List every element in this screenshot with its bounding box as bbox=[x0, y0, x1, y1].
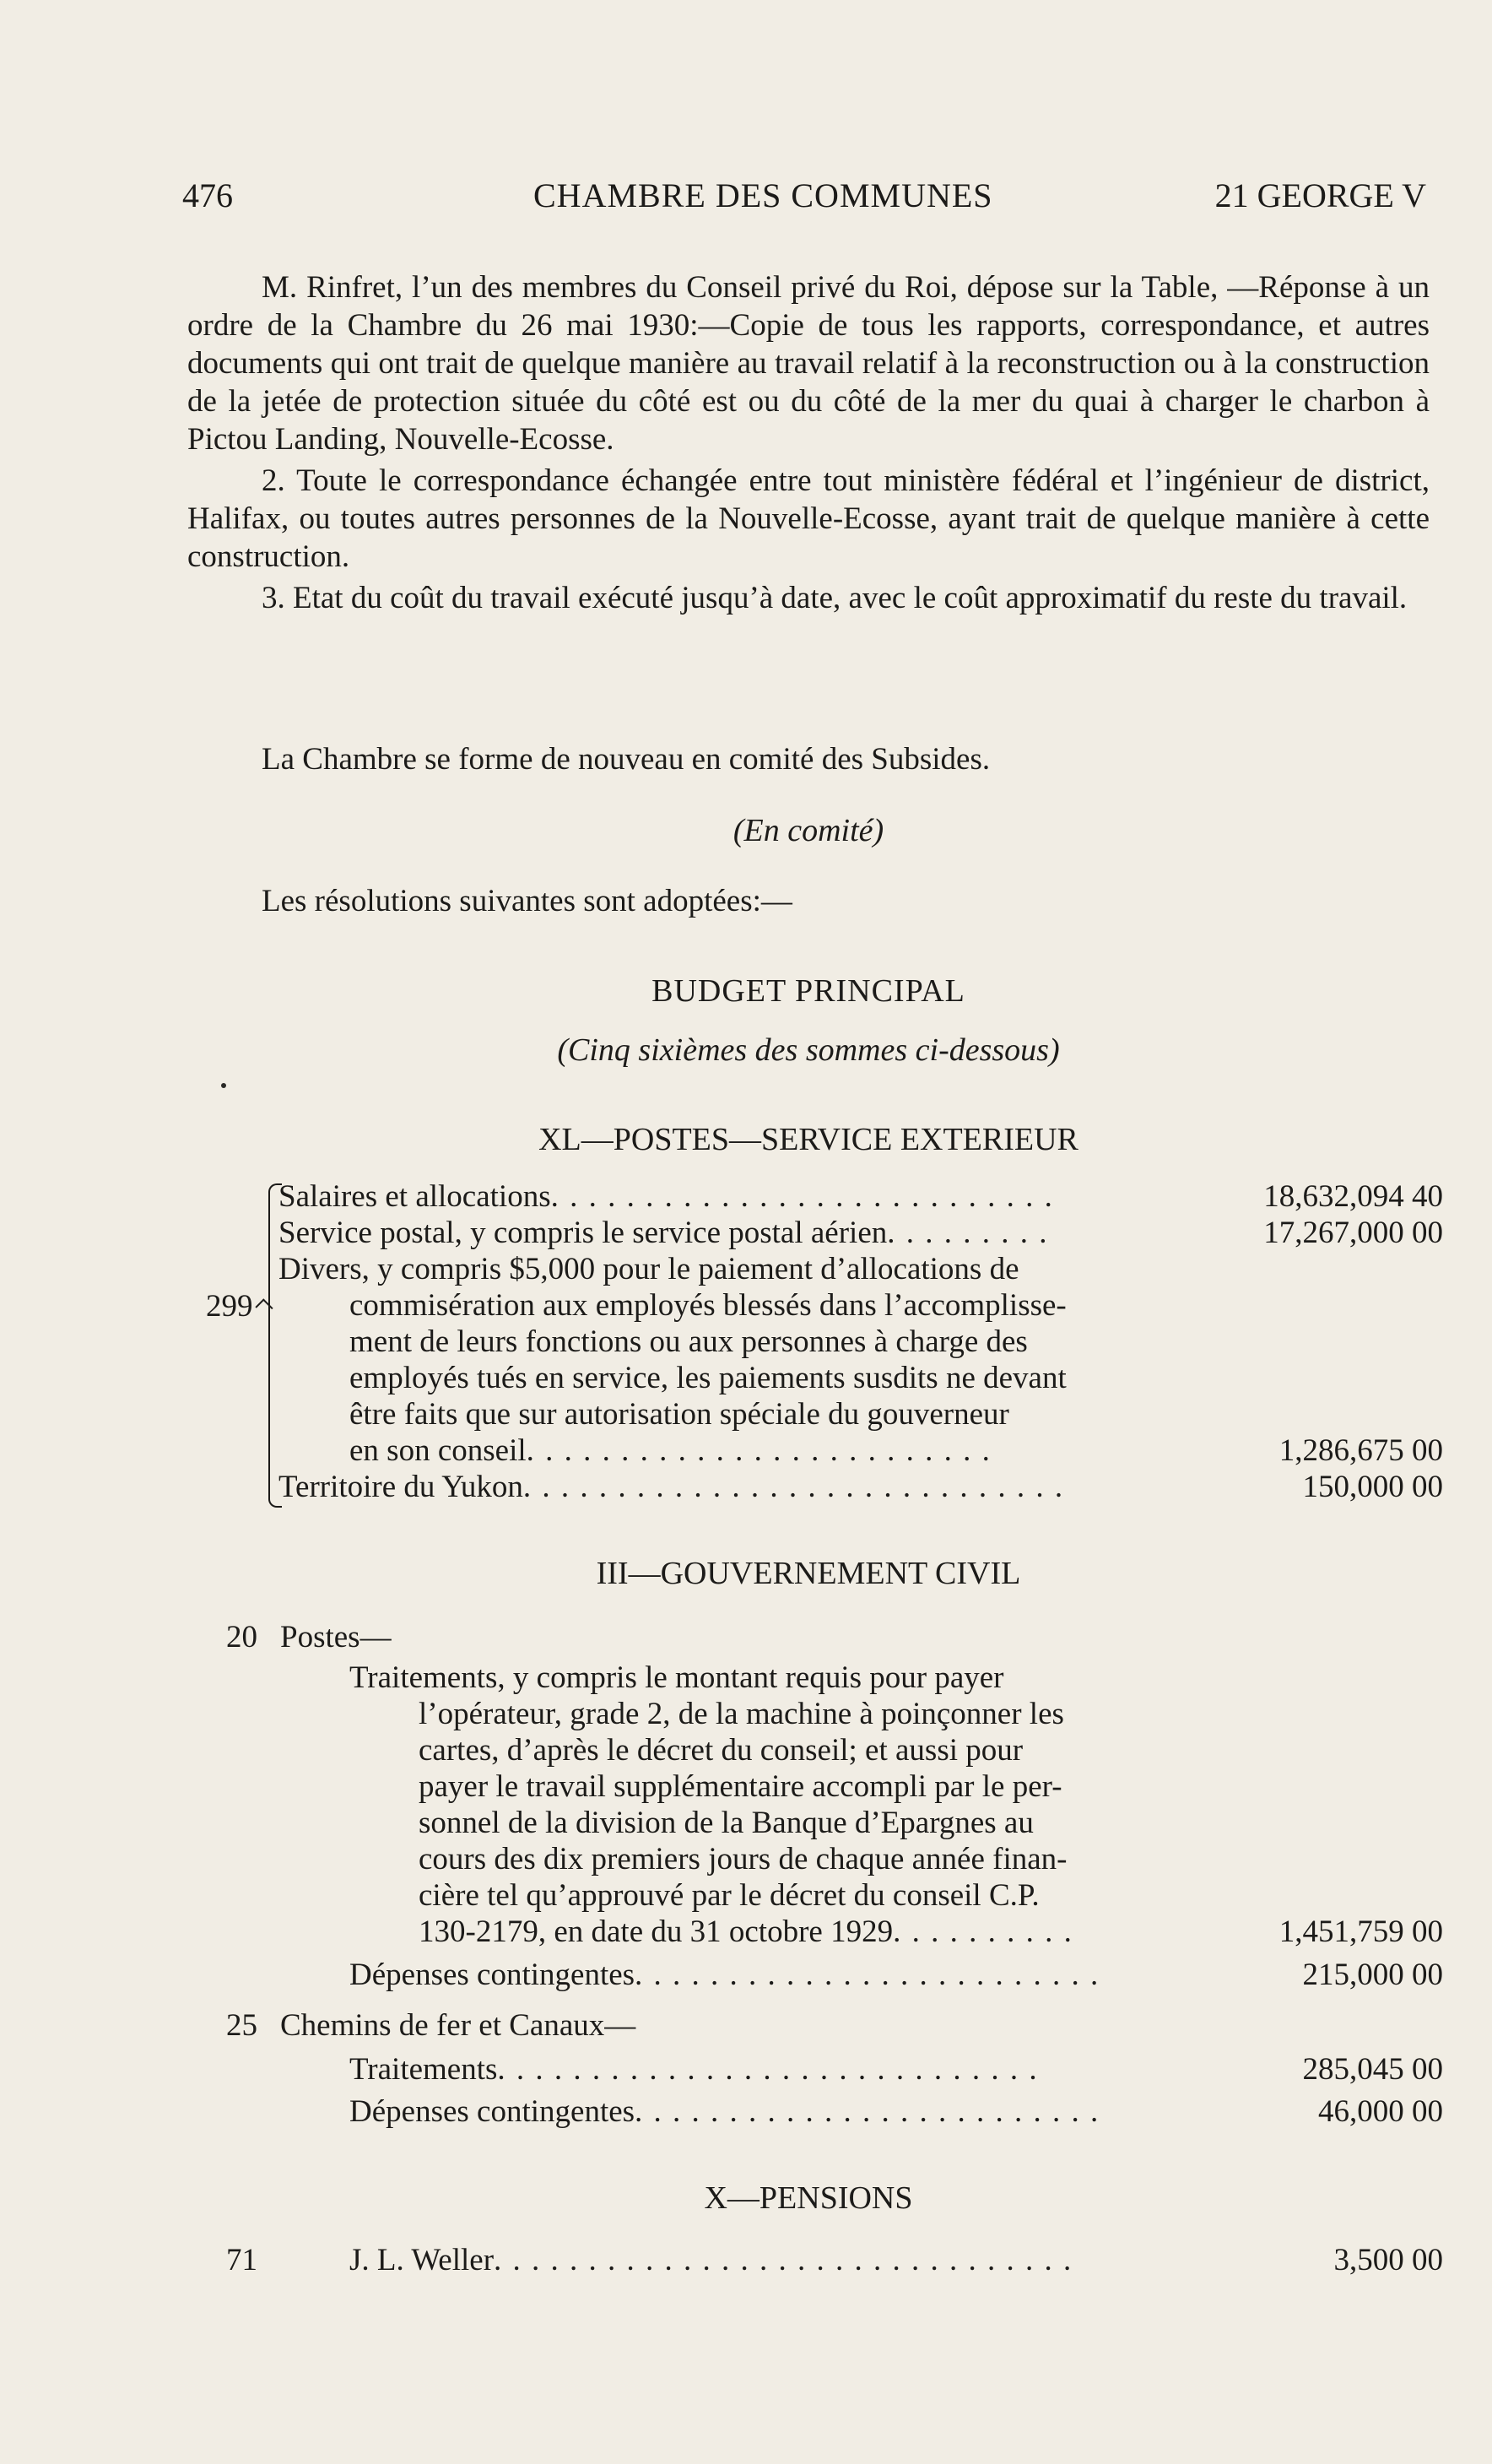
item-amount: 46,000 00 bbox=[1318, 2094, 1443, 2129]
vote-number-20: 20 bbox=[226, 1620, 257, 1654]
traitements-line: l’opérateur, grade 2, de la machine à poinçonner les bbox=[419, 1697, 1064, 1731]
item-label: Dépenses contingentes bbox=[349, 1958, 635, 1992]
committee-intro: La Chambre se forme de nouveau en comité des Subsides. bbox=[262, 742, 991, 777]
leader-dots: . . . . . . . . . . . . . . . . . . . . . . . . . bbox=[526, 1433, 992, 1468]
section-xl-title: XL—POSTES—SERVICE EXTERIEUR bbox=[538, 1122, 1078, 1157]
resolutions-adopted: Les résolutions suivantes sont adoptées:— bbox=[262, 884, 792, 918]
item-amount: 1,286,675 00 bbox=[1278, 1433, 1443, 1468]
postes-depenses bbox=[349, 1957, 1100, 1993]
traitements-last bbox=[419, 1914, 1073, 1950]
item-amount: 285,045 00 bbox=[1302, 2052, 1443, 2087]
section-iii-title: III—GOUVERNEMENT CIVIL bbox=[596, 1556, 1021, 1591]
budget-subtitle: (Cinq sixièmes des sommes ci-dessous) bbox=[557, 1032, 1060, 1068]
leader-dots: . . . . . . . . . . . . . . . . . . . . . . . . . bbox=[635, 1958, 1100, 1992]
item-divers-line: être faits que sur autorisation spéciale du gouverneur bbox=[349, 1397, 1009, 1432]
item-amount: 17,267,000 00 bbox=[1263, 1216, 1443, 1250]
page-header-regnal: 21 GEORGE V bbox=[1214, 176, 1426, 214]
item-amount: 150,000 00 bbox=[1302, 1470, 1443, 1504]
item-label: 130-2179, en date du 31 octobre 1929 bbox=[419, 1914, 894, 1949]
order-text bbox=[187, 268, 1430, 617]
item-service-postal bbox=[278, 1215, 1049, 1251]
item-amount: 1,451,759 00 bbox=[1278, 1914, 1443, 1949]
traitements-line: cartes, d’après le décret du conseil; et aussi pour bbox=[419, 1733, 1024, 1768]
vote-number-25: 25 bbox=[226, 2008, 257, 2043]
item-salaires bbox=[278, 1178, 1054, 1215]
item-amount: 3,500 00 bbox=[1333, 2243, 1443, 2277]
vote-number-71: 71 bbox=[226, 2243, 257, 2277]
paragraph-2: 2. Toute le correspondance échangée entre tout ministère fédéral et l’ingénieur de district, Halifax, ou toutes autres personnes de la Nouvelle-Ecosse, ayant trait de quelque manière à cette construction. bbox=[187, 463, 1430, 574]
section-x-title: X—PENSIONS bbox=[704, 2180, 913, 2216]
traitements-line: Traitements, y compris le montant requis pour payer bbox=[349, 1660, 1004, 1695]
item-label: Territoire du Yukon bbox=[278, 1470, 523, 1504]
item-divers-line: employés tués en service, les paiements susdits ne devant bbox=[349, 1361, 1067, 1395]
budget-title: BUDGET PRINCIPAL bbox=[651, 973, 965, 1009]
chemins-label: Chemins de fer et Canaux— bbox=[280, 2008, 636, 2043]
item-divers-last bbox=[349, 1432, 992, 1469]
postes-label: Postes— bbox=[280, 1620, 392, 1654]
leader-dots: . . . . . . . . . . . . . . . . . . . . . . . . . bbox=[635, 2094, 1100, 2129]
chemins-traitements bbox=[349, 2051, 1039, 2088]
item-label: Traitements bbox=[349, 2052, 498, 2087]
leader-dots: . . . . . . . . . . . . . . . . . . . . . . . . . . . . . . . bbox=[494, 2243, 1073, 2277]
item-yukon bbox=[278, 1469, 1064, 1505]
leader-dots: . . . . . . . . . . . . . . . . . . . . . . . . . . . . . bbox=[497, 2052, 1039, 2087]
leader-dots: . . . . . . . . . . . . . . . . . . . . . . . . . . . bbox=[550, 1179, 1054, 1214]
item-divers-line: commisération aux employés blessés dans l’accomplisse- bbox=[349, 1288, 1067, 1323]
vote-number-299: 299 bbox=[206, 1289, 253, 1324]
paragraph-1: M. Rinfret, l’un des membres du Conseil privé du Roi, dépose sur la Table, —Réponse à un ordre de la Chambre du 26 mai 1930:—Copie de tous les rapports, correspondance, et autres documents qui ont trait de quelque manière au travail relatif à la reconstruction ou à la construction de la jetée de protection située du côté est ou du côté de la mer du quai à charger le charbon à Pictou Landing, Nouvelle-Ecosse. bbox=[187, 270, 1430, 457]
leader-dots: . . . . . . . . . . . . . . . . . . . . . . . . . . . . . bbox=[522, 1470, 1065, 1504]
leader-dots: . . . . . . . . . bbox=[887, 1216, 1049, 1250]
page-header-title: CHAMBRE DES COMMUNES bbox=[533, 176, 993, 214]
traitements-line: sonnel de la division de la Banque d’Epargnes au bbox=[419, 1806, 1034, 1840]
traitements-line: cours des dix premiers jours de chaque année finan- bbox=[419, 1842, 1068, 1876]
item-divers-line: ment de leurs fonctions ou aux personnes à charge des bbox=[349, 1324, 1028, 1359]
item-label: en son conseil bbox=[349, 1433, 527, 1468]
leader-dots: . . . . . . . . . . bbox=[893, 1914, 1073, 1949]
pension-weller bbox=[349, 2242, 1073, 2278]
item-label: J. L. Weller bbox=[349, 2243, 495, 2277]
stray-dot bbox=[221, 1083, 226, 1088]
item-label: Salaires et allocations bbox=[278, 1179, 551, 1214]
paragraph-3: 3. Etat du coût du travail exécuté jusqu’à date, avec le coût approximatif du reste du travail. bbox=[262, 581, 1408, 615]
traitements-line: payer le travail supplémentaire accompli par le per- bbox=[419, 1769, 1062, 1804]
item-amount: 18,632,094 40 bbox=[1263, 1179, 1443, 1214]
chemins-depenses bbox=[349, 2093, 1100, 2130]
page-number: 476 bbox=[182, 176, 233, 214]
committee-heading: (En comité) bbox=[732, 813, 884, 848]
item-label: Service postal, y compris le service postal aérien bbox=[278, 1216, 888, 1250]
item-amount: 215,000 00 bbox=[1302, 1958, 1443, 1992]
traitements-line: cière tel qu’approuvé par le décret du conseil C.P. bbox=[419, 1878, 1040, 1913]
item-label: Dépenses contingentes bbox=[349, 2094, 635, 2129]
item-divers-line: Divers, y compris $5,000 pour le paiement d’allocations de bbox=[278, 1252, 1019, 1286]
